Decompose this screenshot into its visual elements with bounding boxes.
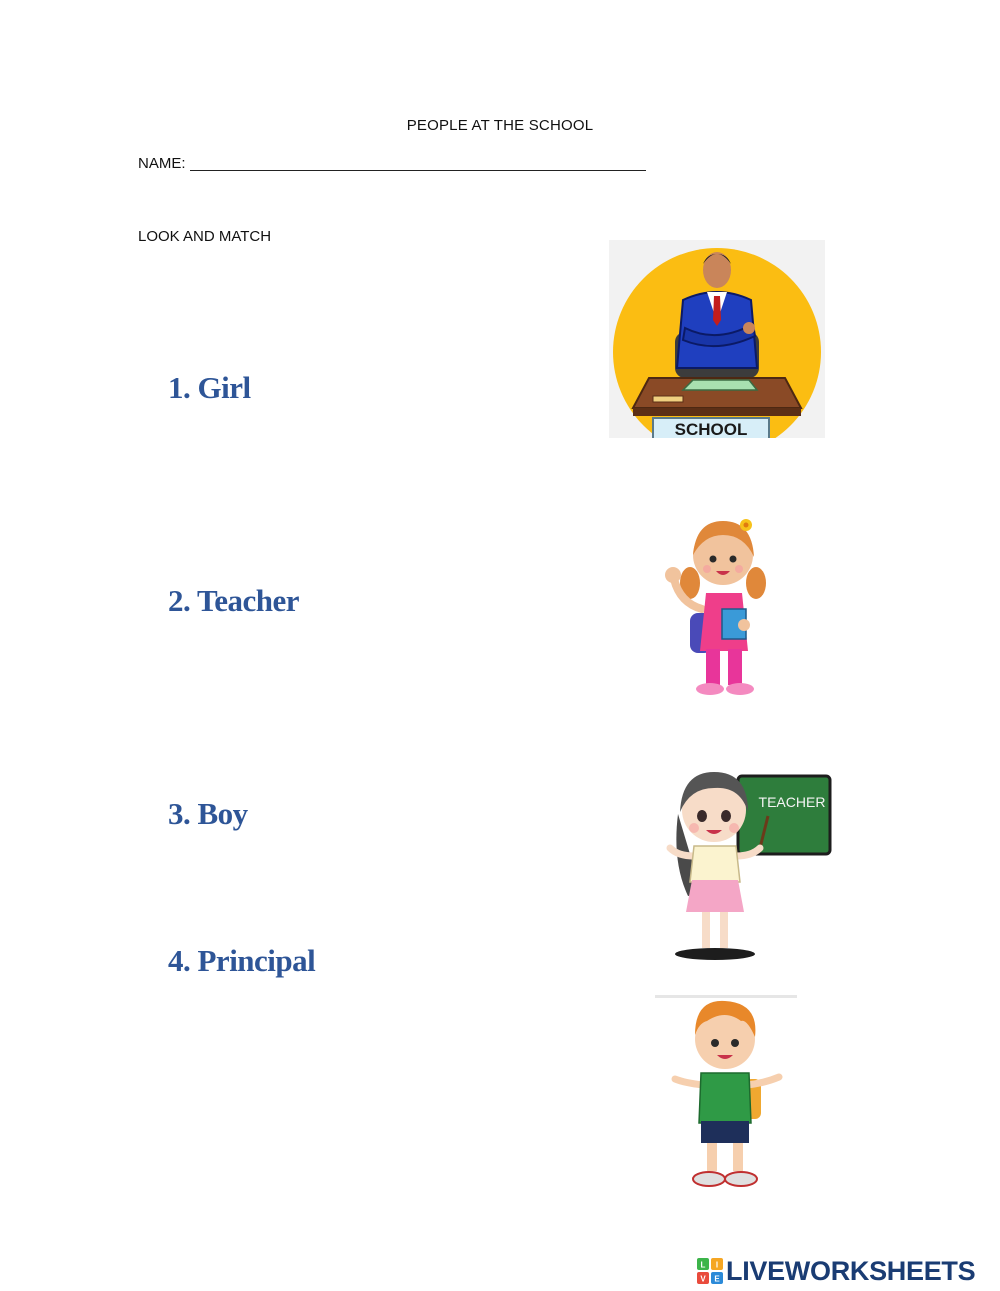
principal-at-desk-icon[interactable] (609, 240, 825, 438)
logo-text: LIVEWORKSHEETS (726, 1256, 976, 1286)
instruction-text: LOOK AND MATCH (138, 228, 272, 245)
liveworksheets-logo-icon (697, 1258, 723, 1284)
name-field-row (138, 154, 646, 172)
match-word-teacher[interactable]: 2. Teacher (168, 583, 300, 618)
name-label: NAME: (138, 155, 186, 172)
svg-text:E: E (714, 1274, 720, 1284)
svg-text:V: V (700, 1274, 706, 1284)
school-sign-text: SCHOOL (674, 420, 748, 438)
name-blank-line[interactable] (190, 154, 646, 171)
svg-text:L: L (700, 1260, 706, 1270)
worksheet-title: PEOPLE AT THE SCHOOL (406, 117, 594, 134)
schoolgirl-icon[interactable] (660, 513, 780, 699)
liveworksheets-logo (697, 1256, 975, 1286)
chalkboard-text: TEACHER (758, 794, 826, 810)
schoolboy-icon[interactable] (655, 995, 797, 1191)
match-word-boy[interactable]: 3. Boy (168, 796, 248, 831)
teacher-at-chalkboard-icon[interactable] (660, 766, 832, 962)
match-word-girl[interactable]: 1. Girl (168, 370, 251, 405)
match-word-principal[interactable]: 4. Principal (168, 943, 316, 978)
svg-text:I: I (715, 1260, 719, 1270)
